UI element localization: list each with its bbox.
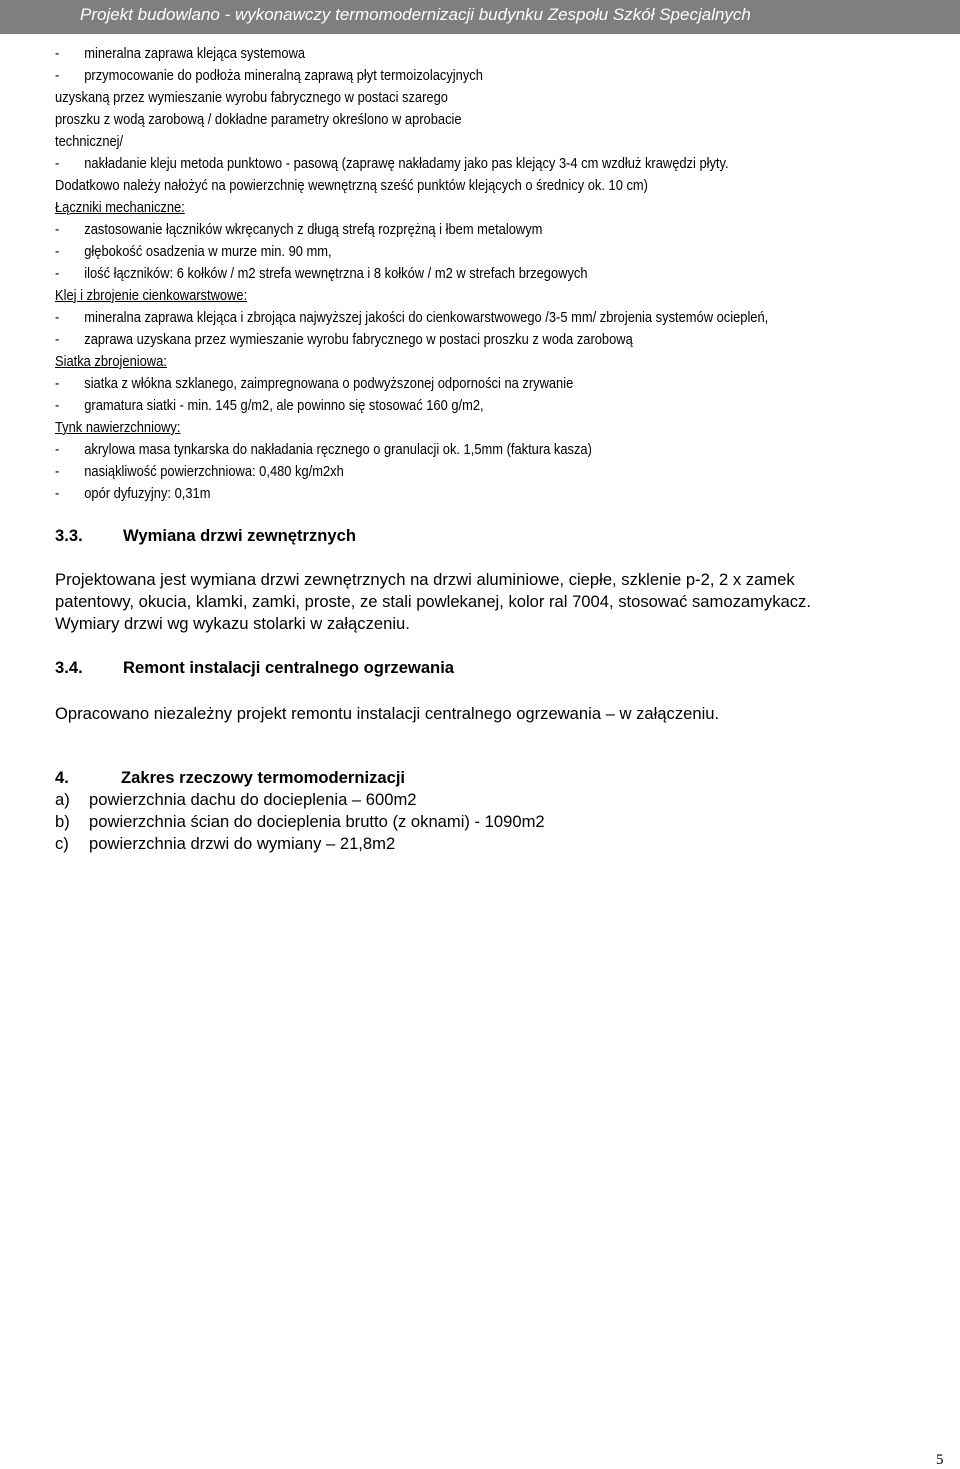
list-item: - mineralna zaprawa klejąca systemowa	[55, 45, 306, 62]
paragraph-line: technicznej/	[55, 133, 124, 150]
subheading-tynk: Tynk nawierzchniowy:	[55, 419, 181, 436]
list-item: - nasiąkliwość powierzchniowa: 0,480 kg/m2xh	[55, 463, 344, 480]
list-item: - siatka z włókna szklanego, zaimpregnowana o podwyższonej odporności na zrywanie	[55, 375, 574, 392]
list-item: - zastosowanie łączników wkręcanych z długą strefą rozprężną i łbem metalowym	[55, 221, 543, 238]
list-item: - nakładanie kleju metoda punktowo - pasową (zaprawę nakładamy jako pas klejący 3-4 cm wzdłuż krawędzi płyty.	[55, 155, 729, 172]
list-item: c) powierzchnia drzwi do wymiany – 21,8m2	[55, 834, 396, 853]
paragraph-line: uzyskaną przez wymieszanie wyrobu fabrycznego w postaci szarego	[55, 89, 448, 106]
list-item: - przymocowanie do podłoża mineralną zaprawą płyt termoizolacyjnych	[55, 67, 483, 84]
paragraph-line: proszku z wodą zarobową / dokładne parametry określono w aprobacie	[55, 111, 462, 128]
section-heading-4: 4. Zakres rzeczowy termomodernizacji	[55, 768, 406, 787]
subheading-klej: Klej i zbrojenie cienkowarstwowe:	[55, 287, 248, 304]
list-item: a) powierzchnia dachu do docieplenia – 600m2	[55, 790, 417, 809]
list-item: - opór dyfuzyjny: 0,31m	[55, 485, 211, 502]
list-item: b) powierzchnia ścian do docieplenia brutto (z oknami) - 1090m2	[55, 812, 545, 831]
subheading-laczniki: Łączniki mechaniczne:	[55, 199, 185, 216]
page-header	[0, 0, 960, 34]
list-item: - zaprawa uzyskana przez wymieszanie wyrobu fabrycznego w postaci proszku z woda zarobową	[55, 331, 633, 348]
list-item: - głębokość osadzenia w murze min. 90 mm,	[55, 243, 332, 260]
paragraph-line: Opracowano niezależny projekt remontu instalacji centralnego ogrzewania – w załączeniu.	[55, 704, 720, 723]
paragraph-line: Projektowana jest wymiana drzwi zewnętrznych na drzwi aluminiowe, ciepłe, szklenie p-2, 2 x zamek	[55, 570, 795, 589]
section-heading-3-4: 3.4. Remont instalacji centralnego ogrzewania	[55, 658, 455, 677]
list-item: - gramatura siatki - min. 145 g/m2, ale powinno się stosować 160 g/m2,	[55, 397, 484, 414]
subheading-siatka: Siatka zbrojeniowa:	[55, 353, 167, 370]
list-item: - ilość łączników: 6 kołków / m2 strefa wewnętrzna i 8 kołków / m2 w strefach brzegowych	[55, 265, 588, 282]
list-item: - mineralna zaprawa klejąca i zbrojąca najwyższej jakości do cienkowarstwowego /3-5 mm/ zbrojenia systemów ociepleń,	[55, 309, 769, 326]
list-item: - akrylowa masa tynkarska do nakładania ręcznego o granulacji ok. 1,5mm (faktura kasza)	[55, 441, 592, 458]
paragraph-line: patentowy, okucia, klamki, zamki, proste, ze stali powlekanej, kolor ral 7004, stosować samozamykacz.	[55, 592, 811, 611]
paragraph-line: Wymiary drzwi wg wykazu stolarki w załączeniu.	[55, 614, 410, 633]
paragraph-line: Dodatkowo należy nałożyć na powierzchnię wewnętrzną sześć punktów klejących o średnicy ok. 10 cm)	[55, 177, 648, 194]
page-number: 5	[936, 1452, 944, 1468]
section-heading-3-3: 3.3. Wymiana drzwi zewnętrznych	[55, 526, 356, 545]
header-title: Projekt budowlano - wykonawczy termomodernizacji budynku Zespołu Szkół Specjalnych	[80, 5, 751, 24]
